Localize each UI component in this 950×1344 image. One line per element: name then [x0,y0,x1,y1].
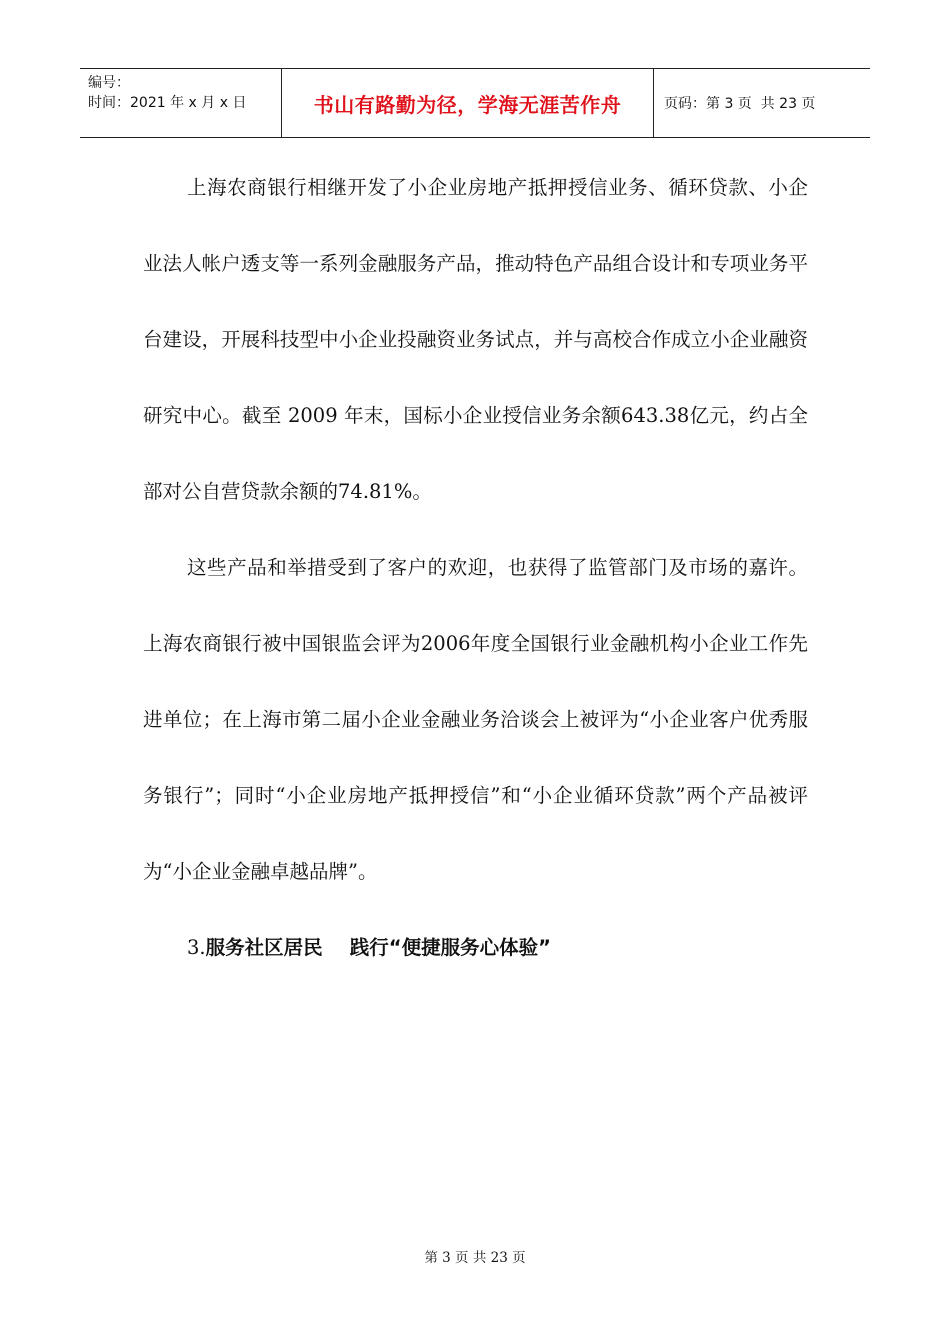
section-heading-text: 服务社区居民 践行“便捷服务心体验” [205,936,551,959]
header-meta [80,69,282,137]
paragraph-1: 上海农商银行相继开发了小企业房地产抵押授信业务、循环贷款、小企业法人帐户透支等一系列金融服务产品，推动特色产品组合设计和专项业务平台建设，开展科技型中小企业投融资业务试点，并与高校合作成立小企业融资研究中心。截至 2009 年末，国标小企业授信业务余额643.38亿元，约占全部对公自营贷款余额的74.81%。 [143,176,808,503]
header-motto-cell [282,69,654,137]
section-heading [143,910,808,986]
date-text: 时间：2021 年 x 月 x 日 [88,95,247,111]
page-header [80,68,870,138]
serial-number-label: 编号： [88,75,130,91]
paragraph-2: 这些产品和举措受到了客户的欢迎，也获得了监管部门及市场的嘉许。上海农商银行被中国银监会评为2006年度全国银行业金融机构小企业工作先进单位；在上海市第二届小企业金融业务洽谈会上被评为“小企业客户优秀服务银行”；同时“小企业房地产抵押授信”和“小企业循环贷款”两个产品被评为“小企业金融卓越品牌”。 [143,556,808,883]
page-content [143,150,808,986]
header-page-cell [654,69,870,137]
header-page-info: 页码：第 3 页 共 23 页 [664,96,816,112]
header-motto: 书山有路勤为径，学海无涯苦作舟 [313,92,622,117]
page-footer: 第 3 页 共 23 页 [424,1250,526,1266]
section-heading-number: 3. [187,936,206,959]
